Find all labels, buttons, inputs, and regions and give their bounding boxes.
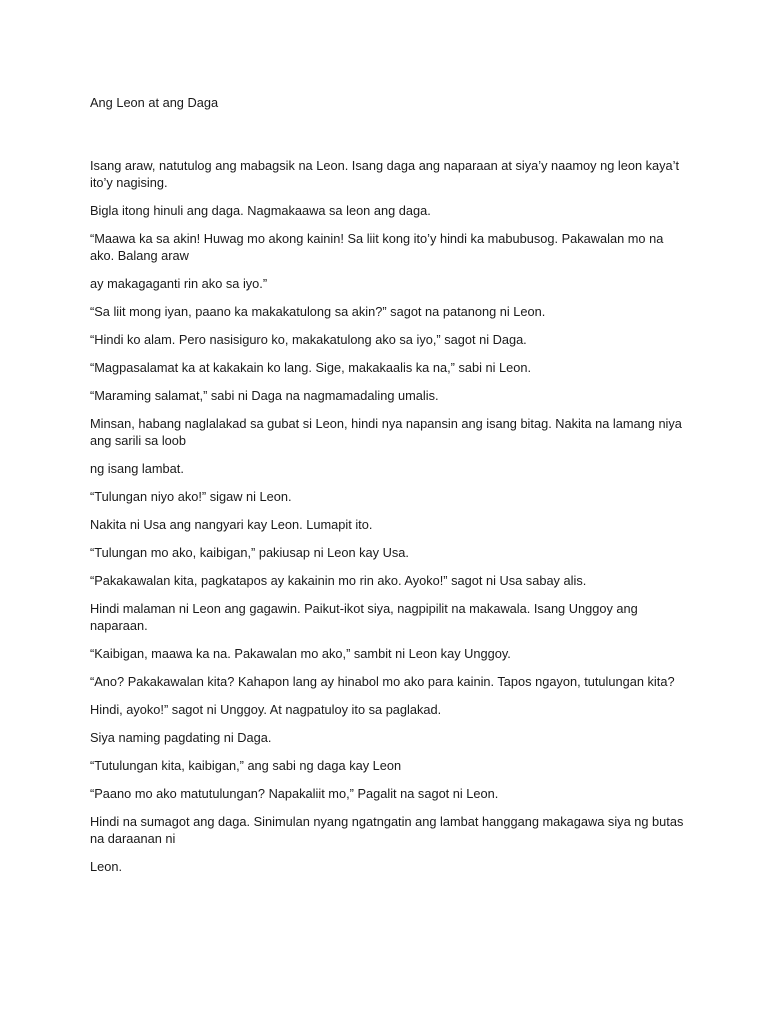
paragraph-14: “Pakakawalan kita, pagkatapos ay kakainin mo rin ako. Ayoko!” sagot ni Usa sabay alis. xyxy=(90,573,587,588)
document-body xyxy=(90,94,690,886)
paragraph-7: “Magpasalamat ka at kakakain ko lang. Sige, makakaalis ka na,” sabi ni Leon. xyxy=(90,360,532,375)
paragraph-8: “Maraming salamat,” sabi ni Daga na nagmamadaling umalis. xyxy=(90,388,439,403)
paragraph-5: “Sa liit mong iyan, paano ka makakatulong sa akin?” sagot na patanong ni Leon. xyxy=(90,304,546,319)
paragraph-15: Hindi malaman ni Leon ang gagawin. Paikut-ikot siya, nagpipilit na makawala. Isang Unggoy ang naparaan. xyxy=(90,601,638,633)
paragraph-6: “Hindi ko alam. Pero nasisiguro ko, makakatulong ako sa iyo,” sagot ni Daga. xyxy=(90,332,527,347)
paragraph-18: Hindi, ayoko!” sagot ni Unggoy. At nagpatuloy ito sa paglakad. xyxy=(90,702,442,717)
paragraph-4: ay makagaganti rin ako sa iyo.” xyxy=(90,276,268,291)
paragraph-21: “Paano mo ako matutulungan? Napakaliit mo,” Pagalit na sagot ni Leon. xyxy=(90,786,499,801)
paragraph-9: Minsan, habang naglalakad sa gubat si Leon, hindi nya napansin ang isang bitag. Nakita na lamang niya ang sarili sa loob xyxy=(90,416,682,448)
paragraph-3: “Maawa ka sa akin! Huwag mo akong kainin! Sa liit kong ito’y hindi ka mabubusog. Pakawalan mo na ako. Balang araw xyxy=(90,231,664,263)
paragraph-20: “Tutulungan kita, kaibigan,” ang sabi ng daga kay Leon xyxy=(90,758,402,773)
paragraph-23: Leon. xyxy=(90,859,123,874)
paragraph-16: “Kaibigan, maawa ka na. Pakawalan mo ako,” sambit ni Leon kay Unggoy. xyxy=(90,646,511,661)
paragraph-22: Hindi na sumagot ang daga. Sinimulan nyang ngatngatin ang lambat hanggang makagawa siya ng butas na daraanan ni xyxy=(90,814,684,846)
paragraph-12: Nakita ni Usa ang nangyari kay Leon. Lumapit ito. xyxy=(90,517,373,532)
paragraph-11: “Tulungan niyo ako!” sigaw ni Leon. xyxy=(90,489,292,504)
paragraph-17: “Ano? Pakakawalan kita? Kahapon lang ay hinabol mo ako para kainin. Tapos ngayon, tutulungan kita? xyxy=(90,674,675,689)
paragraph-13: “Tulungan mo ako, kaibigan,” pakiusap ni Leon kay Usa. xyxy=(90,545,409,560)
document-title: Ang Leon at ang Daga xyxy=(90,95,219,110)
paragraph-2: Bigla itong hinuli ang daga. Nagmakaawa sa leon ang daga. xyxy=(90,203,431,218)
paragraph-1: Isang araw, natutulog ang mabagsik na Leon. Isang daga ang naparaan at siya’y naamoy ng leon kaya’t ito’y nagising. xyxy=(90,158,680,190)
paragraph-19: Siya naming pagdating ni Daga. xyxy=(90,730,272,745)
paragraph-10: ng isang lambat. xyxy=(90,461,184,476)
